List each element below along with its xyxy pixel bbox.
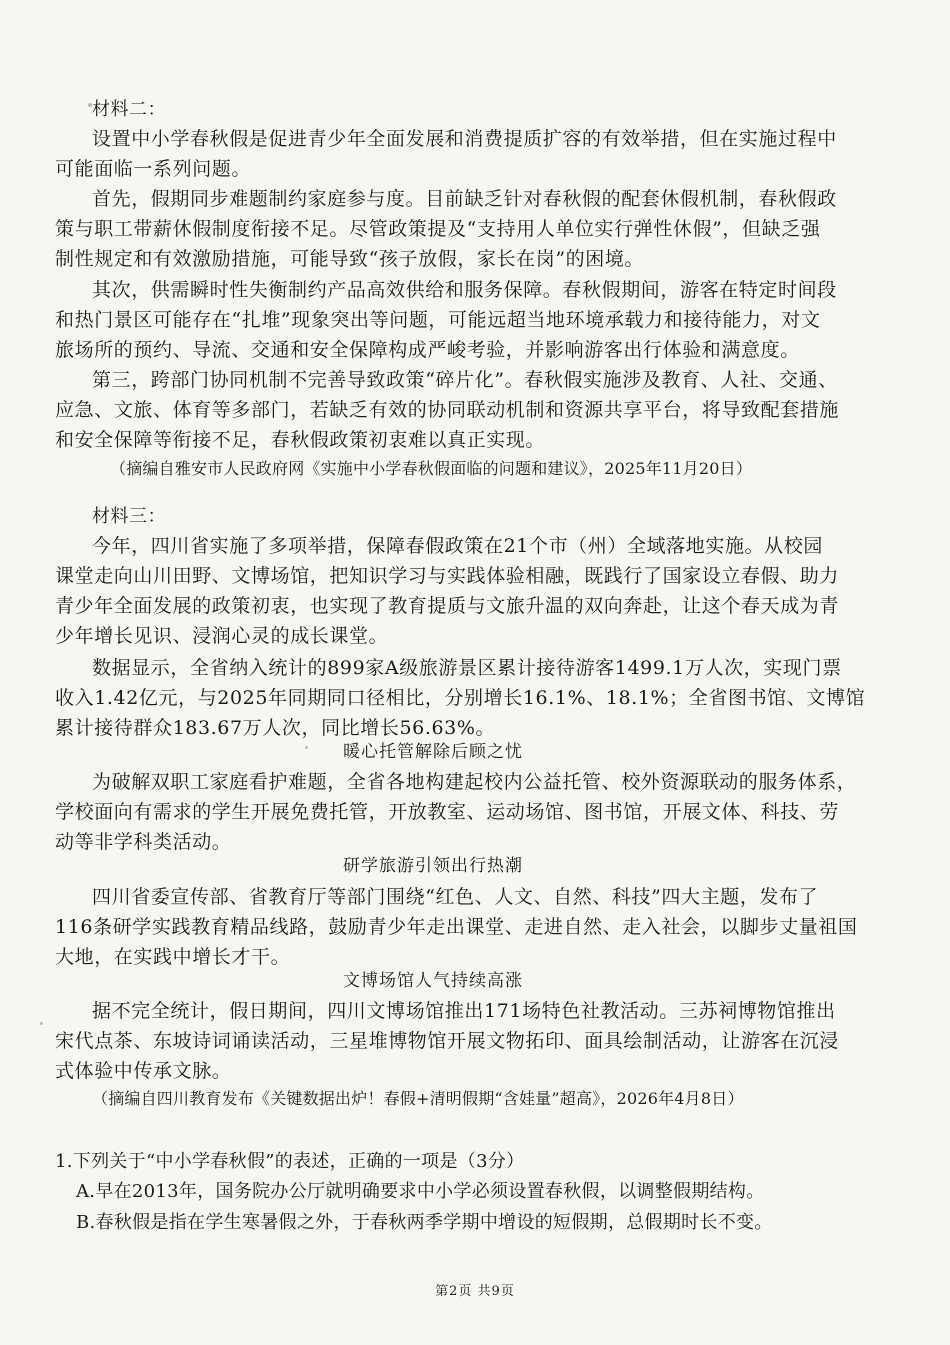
material2-source: （摘编自雅安市人民政府网《实施中小学春秋假面临的问题和建议》，2025年11月20日） xyxy=(110,459,753,478)
page-number: 第2页 共9页 xyxy=(435,1284,515,1299)
material2-line: 和热门景区可能存在“扎堆”现象突出等问题，可能远超当地环境承载力和接待能力，对文 xyxy=(55,309,821,331)
material3-line: 累计接待群众183.67万人次，同比增长56.63%。 xyxy=(55,717,496,739)
material2-line: 其次，供需瞬时性失衡制约产品高效供给和服务保障。春秋假期间，游客在特定时间段 xyxy=(92,279,837,301)
material2-line: 策与职工带薪休假制度衔接不足。尽管政策提及“支持用人单位实行弹性休假”，但缺乏强 xyxy=(55,218,821,240)
material2-line: 可能面临一系列问题。 xyxy=(55,158,252,180)
material2-heading: 材料二： xyxy=(92,99,166,120)
section-line: 式体验中传承文脉。 xyxy=(55,1060,232,1082)
material3-line: 数据显示，全省纳入统计的899家A级旅游景区累计接待游客1499.1万人次，实现门票 xyxy=(92,657,842,679)
section-title: 暖心托管解除后顾之忧 xyxy=(343,742,523,762)
scan-speck xyxy=(88,103,92,107)
section-line: 动等非学科类活动。 xyxy=(55,831,232,853)
material2-line: 应急、文旅、体育等多部门，若缺乏有效的协同联动机制和资源共享平台，将导致配套措施 xyxy=(55,399,840,421)
material3-line: 收入1.42亿元，与2025年同期同口径相比，分别增长16.1%、18.1%；全省图书馆、文博馆 xyxy=(55,687,866,709)
material3-heading: 材料三： xyxy=(92,506,166,527)
material2-line: 旅场所的预约、导流、交通和安全保障构成严峻考验，并影响游客出行体验和满意度。 xyxy=(55,339,800,361)
material3-line: 青少年全面发展的政策初衷，也实现了教育提质与文旅升温的双向奔赴，让这个春天成为青 xyxy=(55,595,840,617)
section-line: 大地，在实践中增长才干。 xyxy=(55,946,291,968)
material3-line: 少年增长见识、浸润心灵的成长课堂。 xyxy=(55,625,389,647)
material2-line: 首先，假期同步难题制约家庭参与度。目前缺乏针对春秋假的配套休假机制，春秋假政 xyxy=(92,188,837,210)
question-option-a: A.早在2013年，国务院办公厅就明确要求中小学必须设置春秋假，以调整假期结构。 xyxy=(76,1181,765,1202)
material2-line: 制性规定和有效激励措施，可能导致“孩子放假，家长在岗”的困境。 xyxy=(55,248,645,270)
question-option-b: B.春秋假是指在学生寒暑假之外，于春秋两季学期中增设的短假期，总假期时长不变。 xyxy=(76,1212,773,1233)
section-title: 研学旅游引领出行热潮 xyxy=(343,856,523,876)
material3-line: 今年，四川省实施了多项举措，保障春假政策在21个市（州）全域落地实施。从校园 xyxy=(92,535,823,557)
question-stem: 1.下列关于“中小学春秋假”的表述，正确的一项是（3分） xyxy=(55,1151,525,1172)
section-line: 为破解双职工家庭看护难题，全省各地构建起校内公益托管、校外资源联动的服务体系， xyxy=(92,771,857,793)
section-line: 116条研学实践教育精品线路，鼓励青少年走出课堂、走进自然、走入社会，以脚步丈量祖国 xyxy=(55,916,858,938)
material3-source: （摘编自四川教育发布《关键数据出炉！春假+清明假期“含娃量”超高》，2026年4月8日） xyxy=(92,1089,744,1108)
material3-line: 课堂走向山川田野、文博场馆，把知识学习与实践体验相融，既践行了国家设立春假、助力 xyxy=(55,565,840,587)
material2-line: 设置中小学春秋假是促进青少年全面发展和消费提质扩容的有效举措，但在实施过程中 xyxy=(92,128,837,150)
scan-speck xyxy=(40,1022,43,1025)
section-line: 学校面向有需求的学生开展免费托管，开放教室、运动场馆、图书馆，开展文体、科技、劳 xyxy=(55,801,840,823)
material2-line: 第三，跨部门协同机制不完善导致政策“碎片化”。春秋假实施涉及教育、人社、交通、 xyxy=(92,369,838,391)
section-line: 四川省委宣传部、省教育厅等部门围绕“红色、人文、自然、科技”四大主题，发布了 xyxy=(92,886,819,908)
material2-line: 和安全保障等衔接不足，春秋假政策初衷难以真正实现。 xyxy=(55,429,546,451)
section-title: 文博场馆人气持续高涨 xyxy=(343,971,523,991)
scan-speck xyxy=(305,746,308,749)
section-line: 宋代点茶、东坡诗词诵读活动，三星堆博物馆开展文物拓印、面具绘制活动，让游客在沉浸 xyxy=(55,1030,840,1052)
section-line: 据不完全统计，假日期间，四川文博场馆推出171场特色社教活动。三苏祠博物馆推出 xyxy=(92,1000,836,1022)
